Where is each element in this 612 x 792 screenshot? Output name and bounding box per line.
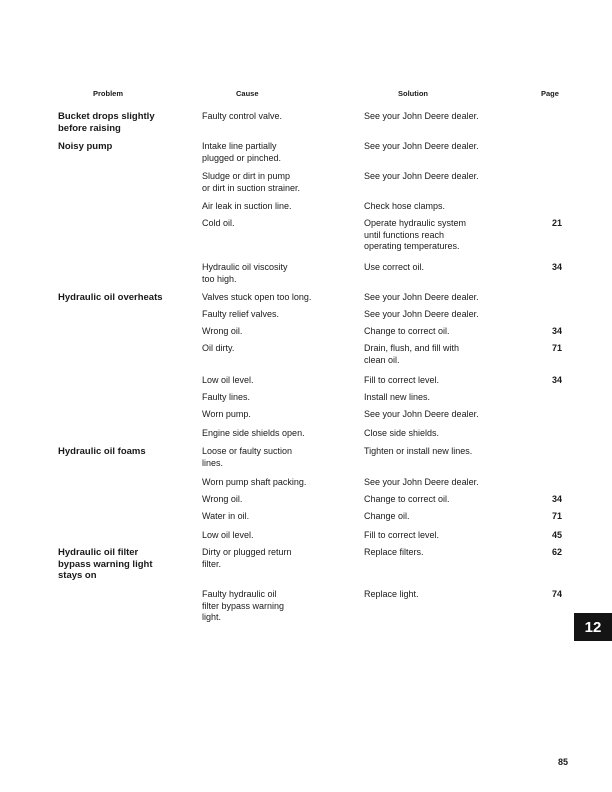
header-solution: Solution — [398, 89, 428, 98]
cause-text-line: Worn pump. — [202, 409, 251, 419]
page-number: 85 — [557, 757, 568, 767]
cause-text-line: filter. — [202, 558, 222, 569]
solution-text — [364, 446, 472, 458]
solution-text-line: Install new lines. — [364, 392, 431, 402]
cause-text-line: lines. — [202, 457, 224, 468]
problem-label — [58, 547, 153, 582]
solution-text — [364, 262, 424, 274]
solution-text-line: Use correct oil. — [364, 262, 425, 272]
solution-text-line: See your John Deere dealer. — [364, 292, 479, 302]
cause-text-line: Wrong oil. — [202, 494, 243, 504]
page-reference: 45 — [551, 530, 562, 540]
solution-text — [364, 511, 410, 523]
solution-text-line: Operate hydraulic system — [364, 218, 467, 228]
page-reference: 34 — [551, 326, 562, 336]
cause-text — [202, 201, 292, 213]
cause-text — [202, 589, 284, 624]
problem-label — [58, 141, 112, 153]
header-cause: Cause — [236, 89, 259, 98]
cause-text — [202, 292, 311, 304]
cause-text-line: plugged or pinched. — [202, 152, 282, 163]
problem-label-line: stays on — [58, 570, 97, 581]
cause-text-line: Faulty relief valves. — [202, 309, 280, 319]
cause-text-line: Sludge or dirt in pump — [202, 171, 291, 181]
cause-text — [202, 511, 249, 523]
cause-text — [202, 141, 281, 164]
cause-text-line: Wrong oil. — [202, 326, 243, 336]
solution-text — [364, 171, 479, 183]
problem-label-line: Hydraulic oil filter — [58, 547, 139, 558]
solution-text — [364, 477, 479, 489]
cause-text-line: Low oil level. — [202, 530, 254, 540]
solution-text — [364, 343, 459, 366]
cause-text — [202, 477, 306, 489]
cause-text-line: light. — [202, 612, 222, 622]
solution-text — [364, 530, 439, 542]
header-page: Page — [541, 89, 559, 98]
section-tab: 12 — [574, 613, 612, 641]
cause-text-line: Cold oil. — [202, 218, 235, 228]
cause-text — [202, 547, 292, 570]
cause-text-line: Worn pump shaft packing. — [202, 477, 307, 487]
solution-text-line: Check hose clamps. — [364, 201, 446, 211]
cause-text — [202, 111, 282, 123]
solution-text — [364, 292, 479, 304]
problem-label-line: Noisy pump — [58, 141, 113, 152]
solution-text — [364, 589, 419, 601]
cause-text-line: or dirt in suction strainer. — [202, 182, 301, 193]
page-reference: 71 — [551, 511, 562, 521]
cause-text-line: Faulty lines. — [202, 392, 251, 402]
solution-text-line: Fill to correct level. — [364, 530, 440, 540]
page-reference: 21 — [551, 218, 562, 228]
cause-text-line: filter bypass warning — [202, 600, 285, 611]
cause-text-line: too high. — [202, 273, 237, 284]
cause-text — [202, 171, 300, 194]
solution-text-line: operating temperatures. — [364, 241, 460, 251]
cause-text — [202, 218, 235, 230]
solution-text — [364, 375, 439, 387]
solution-text-line: Fill to correct level. — [364, 375, 440, 385]
solution-text — [364, 111, 479, 123]
cause-text — [202, 262, 288, 285]
solution-text — [364, 494, 450, 506]
solution-text — [364, 218, 466, 253]
page-reference: 34 — [551, 262, 562, 272]
solution-text — [364, 326, 450, 338]
cause-text-line: Valves stuck open too long. — [202, 292, 312, 302]
cause-text — [202, 446, 292, 469]
solution-text-line: See your John Deere dealer. — [364, 141, 479, 151]
cause-text-line: Oil dirty. — [202, 343, 235, 353]
cause-text — [202, 309, 279, 321]
solution-text-line: Replace light. — [364, 589, 419, 599]
problem-label — [58, 292, 163, 304]
cause-text — [202, 343, 234, 355]
solution-text-line: See your John Deere dealer. — [364, 111, 479, 121]
solution-text-line: See your John Deere dealer. — [364, 477, 479, 487]
solution-text-line: Change to correct oil. — [364, 494, 450, 504]
problem-label-line: Hydraulic oil overheats — [58, 292, 163, 303]
page-reference: 71 — [551, 343, 562, 353]
problem-label — [58, 111, 155, 134]
cause-text-line: Hydraulic oil viscosity — [202, 262, 288, 272]
problem-label-line: Bucket drops slightly — [58, 111, 155, 122]
problem-label-line: Hydraulic oil foams — [58, 446, 146, 457]
cause-text-line: Faulty control valve. — [202, 111, 283, 121]
cause-text-line: Intake line partially — [202, 141, 277, 151]
solution-text-line: Change to correct oil. — [364, 326, 450, 336]
cause-text-line: Engine side shields open. — [202, 428, 305, 438]
page-reference: 34 — [551, 494, 562, 504]
cause-text — [202, 375, 254, 387]
cause-text — [202, 326, 242, 338]
solution-text-line: See your John Deere dealer. — [364, 409, 479, 419]
solution-text — [364, 309, 479, 321]
solution-text-line: Replace filters. — [364, 547, 424, 557]
problem-label-line: before raising — [58, 122, 121, 134]
problem-label — [58, 446, 146, 458]
solution-text — [364, 201, 445, 213]
solution-text-line: until functions reach — [364, 229, 445, 240]
cause-text — [202, 494, 242, 506]
solution-text — [364, 547, 424, 559]
cause-text-line: Air leak in suction line. — [202, 201, 292, 211]
header-problem: Problem — [93, 89, 124, 98]
solution-text-line: Change oil. — [364, 511, 410, 521]
solution-text — [364, 392, 430, 404]
cause-text — [202, 530, 254, 542]
cause-text — [202, 428, 305, 440]
solution-text-line: See your John Deere dealer. — [364, 171, 479, 181]
cause-text-line: Low oil level. — [202, 375, 254, 385]
solution-text-line: Tighten or install new lines. — [364, 446, 473, 456]
cause-text — [202, 392, 250, 404]
problem-label-line: bypass warning light — [58, 558, 153, 570]
cause-text — [202, 409, 251, 421]
solution-text — [364, 141, 479, 153]
page-reference: 74 — [551, 589, 562, 599]
cause-text-line: Faulty hydraulic oil — [202, 589, 277, 599]
solution-text — [364, 428, 439, 440]
cause-text-line: Water in oil. — [202, 511, 250, 521]
page-reference: 62 — [551, 547, 562, 557]
solution-text-line: Close side shields. — [364, 428, 440, 438]
solution-text-line: Drain, flush, and fill with — [364, 343, 460, 353]
cause-text-line: Loose or faulty suction — [202, 446, 293, 456]
solution-text — [364, 409, 479, 421]
solution-text-line: clean oil. — [364, 354, 400, 365]
solution-text-line: See your John Deere dealer. — [364, 309, 479, 319]
cause-text-line: Dirty or plugged return — [202, 547, 292, 557]
page-reference: 34 — [551, 375, 562, 385]
